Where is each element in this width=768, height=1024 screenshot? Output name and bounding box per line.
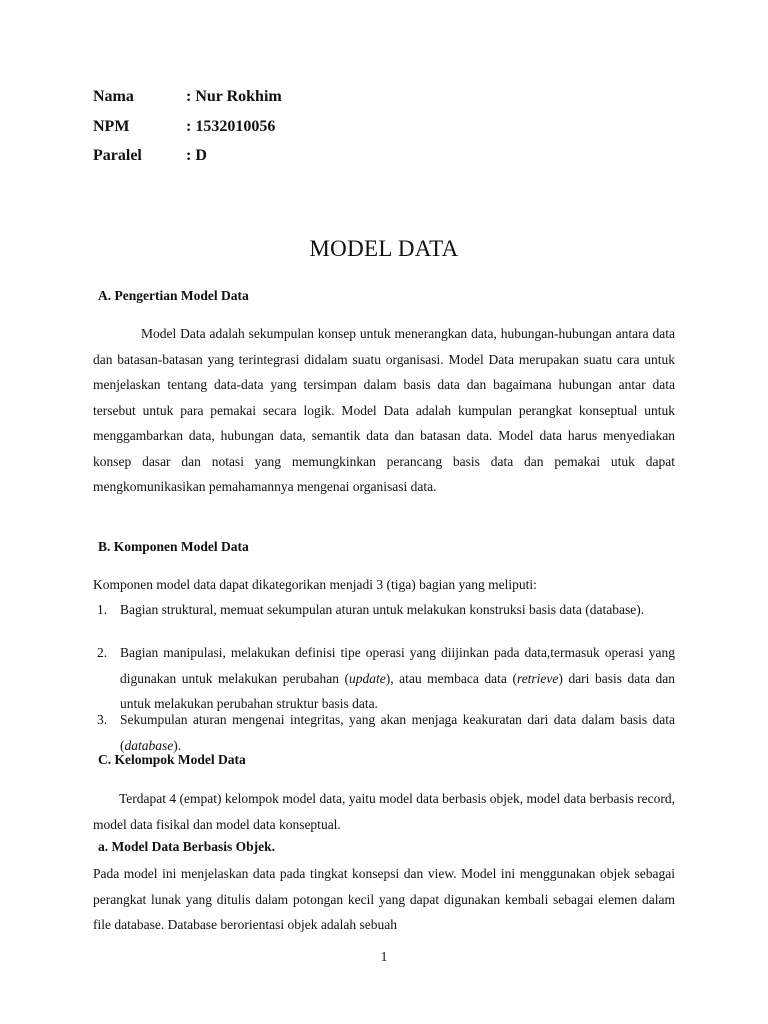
section-c-paragraph: Terdapat 4 (empat) kelompok model data, yaitu model data berbasis objek, model data berbasis record, model data fisikal dan model data konseptual. [93, 791, 675, 832]
subsection-a-heading: a. Model Data Berbasis Objek. [98, 839, 275, 854]
page-number: 1 [380, 949, 388, 964]
list-item [93, 707, 675, 758]
identity-label: Paralel [93, 147, 142, 164]
list-number: 1. [97, 602, 108, 617]
identity-value: : D [186, 147, 207, 164]
section-b-intro: Komponen model data dapat dikategorikan menjadi 3 (tiga) bagian yang meliputi: [93, 577, 537, 592]
identity-label: Nama [93, 88, 134, 105]
list-number: 2. [97, 645, 108, 660]
identity-value: : Nur Rokhim [186, 88, 282, 105]
identity-value: : 1532010056 [186, 118, 276, 135]
subsection-a-paragraph: Pada model ini menjelaskan data pada tingkat konsepsi dan view. Model ini menggunakan objek sebagai perangkat lunak yang ditulis dalam potongan kecil yang dapat digunakan kembali sebagai elemen dalam file database. Database berorientasi objek adalah sebuah [93, 866, 675, 932]
list-text: Sekumpulan aturan mengenai integritas, yang akan menjaga keakuratan dari data dalam basis data (database). [120, 712, 675, 753]
list-number: 3. [97, 712, 108, 727]
section-c-heading: C. Kelompok Model Data [98, 752, 246, 767]
section-b-heading: B. Komponen Model Data [98, 539, 249, 554]
list-item [93, 640, 675, 717]
list-text: Bagian manipulasi, melakukan definisi tipe operasi yang diijinkan pada data,termasuk operasi yang digunakan untuk melakukan perubahan (update), atau membaca data (retrieve) dari basis data dan untuk melakukan perubahan struktur basis data. [120, 645, 675, 711]
list-text: Bagian struktural, memuat sekumpulan aturan untuk melakukan konstruksi basis data (database). [120, 602, 645, 617]
section-a-heading: A. Pengertian Model Data [98, 288, 249, 303]
list-item [93, 597, 675, 623]
section-a-paragraph: Model Data adalah sekumpulan konsep untuk menerangkan data, hubungan-hubungan antara data dan batasan-batasan yang terintegrasi didalam suatu organisasi. Model Data merupakan suatu cara untuk menjelaskan tentang data-data yang tersimpan dalam basis data dan bagaimana hubungan antar data tersebut untuk para pemakai secara logik. Model Data adalah kumpulan perangkat konseptual untuk menggambarkan data, hubungan data, semantik data dan batasan data. Model data harus menyediakan konsep dasar dan notasi yang memungkinkan perancang basis data dan pemakai utuk dapat mengkomunikasikan pemahamannya mengenai organisasi data. [93, 326, 675, 494]
identity-label: NPM [93, 118, 130, 135]
document-title: MODEL DATA [309, 236, 459, 261]
